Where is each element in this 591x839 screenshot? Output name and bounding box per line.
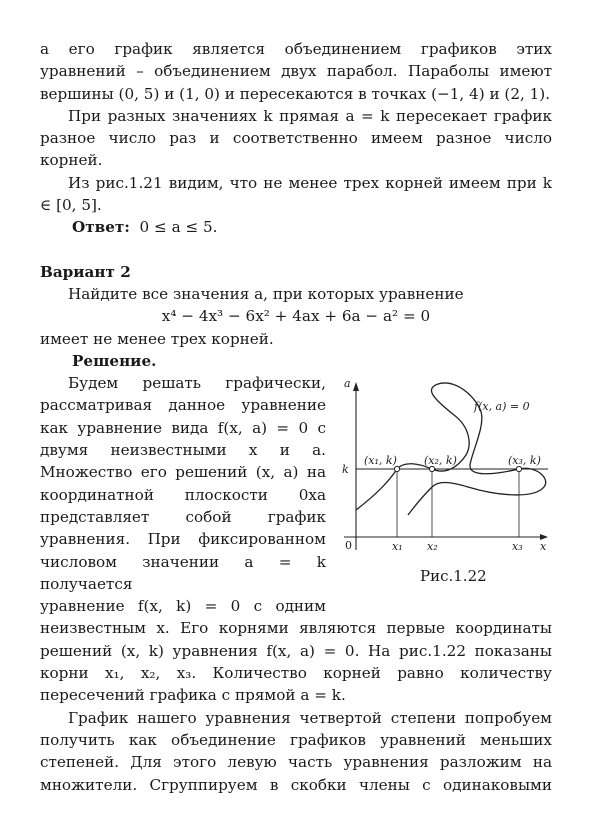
- point-x2-k: [429, 467, 434, 472]
- intro-paragraph-1: а его график является объединением графиков этих уравнений – объединением двух парабол. Параболы имеют вершины (0, 5) и (1, 0) и пересекаются в точках (−1, 4) и (2, 1).: [40, 40, 552, 103]
- point-x3-k: [516, 467, 521, 472]
- label-k: k: [342, 463, 349, 477]
- answer-value: 0 ≤ a ≤ 5.: [139, 218, 218, 237]
- page-content: [40, 38, 552, 796]
- label-point3: (x₃, k): [508, 454, 541, 468]
- answer-label: Ответ:: [72, 218, 130, 237]
- intro-paragraph-3: Из рис.1.21 видим, что не менее трех корней имеем при k ∈ [0, 5].: [40, 173, 552, 215]
- y-axis-arrow: [353, 382, 359, 391]
- figure-1-22: [338, 375, 560, 607]
- solution-label: Решение.: [72, 351, 157, 370]
- label-axis-x: x: [540, 540, 547, 554]
- task-end: имеет не менее трех корней.: [40, 329, 274, 348]
- intro-paragraph-2: При разных значениях k прямая a = k пересекает график разное число раз и соответственно имеем разное число корней.: [40, 106, 552, 170]
- label-root1: x₁: [392, 540, 403, 554]
- label-curve: f(x, a) = 0: [474, 400, 530, 414]
- variant-heading: Вариант 2: [40, 262, 131, 281]
- answer-line: [40, 216, 552, 238]
- label-point1: (x₁, k): [364, 454, 397, 468]
- label-axis-a: a: [344, 377, 351, 391]
- final-paragraph: График нашего уравнения четвертой степени попробуем получить как объединение графиков уравнений меньших степеней. Для этого левую часть уравнения разложим на множители. Сгруппируем в скобки члены с одинаковыми: [40, 708, 552, 794]
- label-root3: x₃: [512, 540, 523, 554]
- label-point2: (x₂, k): [424, 454, 457, 468]
- label-origin: 0: [345, 539, 352, 553]
- solution-text-wrapped: Будем решать графически, рассматривая данное уравнение как уравнение вида f(x, a) = 0 с двумя неизвестными x и a. Множество его решений (x, a) на координатной плоскости 0xa представляет собой график уравнения. При фиксированном числовом значении a = k получается: [40, 374, 326, 593]
- task-line: Найдите все значения a, при которых уравнение: [68, 284, 464, 303]
- task-equation: x⁴ − 4x³ − 6x² + 4ax + 6a − a² = 0: [161, 307, 431, 326]
- point-x1-k: [394, 467, 399, 472]
- figure-graph: [338, 375, 560, 565]
- figure-caption: Рис.1.22: [420, 567, 487, 586]
- label-root2: x₂: [427, 540, 438, 554]
- spacer: [40, 239, 552, 261]
- solution-text-continued: уравнение f(x, k) = 0 с одним неизвестным x. Его корнями являются первые координаты решений (x, k) уравнения f(x, a) = 0. На рис.1.22 показаны корни x₁, x₂, x₃. Количество корней равно количеству пересечений графика с прямой a = k.: [40, 597, 552, 705]
